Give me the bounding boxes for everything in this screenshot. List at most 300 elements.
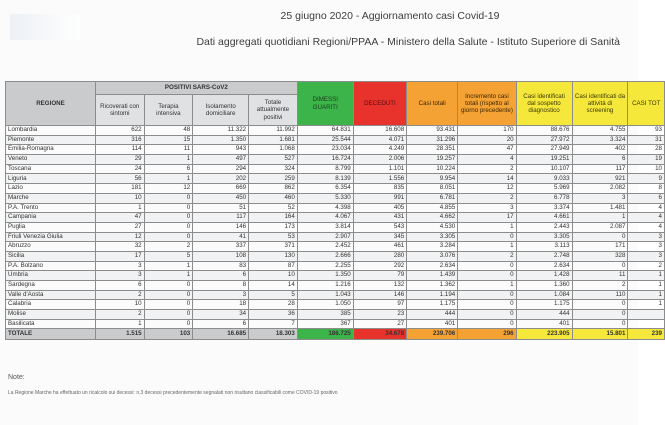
value-cell: 52 <box>249 203 298 213</box>
value-cell: 943 <box>193 145 249 155</box>
value-cell: 0 <box>572 232 628 242</box>
value-cell: 401 <box>407 319 458 329</box>
value-cell: 2.255 <box>297 261 353 271</box>
value-cell: 3.113 <box>516 242 572 252</box>
value-cell: 4 <box>628 222 665 232</box>
total-value-cell: 34.678 <box>353 329 406 340</box>
value-cell: 0 <box>572 319 628 329</box>
value-cell: 36 <box>249 310 298 320</box>
value-cell: 3.076 <box>407 251 458 261</box>
value-cell: 2 <box>458 193 516 203</box>
value-cell: 164 <box>249 213 298 223</box>
value-cell: 4.530 <box>407 222 458 232</box>
value-cell: 1.043 <box>297 290 353 300</box>
value-cell: 12 <box>144 184 193 194</box>
note-text: La Regione Marche ha effettuato un ricalcolo sui decessi: n.3 decessi precedentemente segnalati non risultano classificabili come COVID-19 positivo <box>8 390 338 396</box>
value-cell: 497 <box>193 155 249 165</box>
value-cell: 1 <box>95 203 144 213</box>
total-label-cell: TOTALE <box>6 329 96 340</box>
value-cell: 1 <box>458 281 516 291</box>
total-value-cell: 103 <box>144 329 193 340</box>
value-cell: 20 <box>458 135 516 145</box>
value-cell: 117 <box>193 213 249 223</box>
terapia-column-header: Terapia intensiva <box>144 95 193 126</box>
value-cell: 0 <box>458 300 516 310</box>
value-cell: 4 <box>628 203 665 213</box>
value-cell: 6 <box>572 155 628 165</box>
value-cell: 170 <box>458 126 516 136</box>
value-cell: 93.431 <box>407 126 458 136</box>
value-cell: 450 <box>193 193 249 203</box>
value-cell: 28.351 <box>407 145 458 155</box>
value-cell: 324 <box>249 164 298 174</box>
value-cell: 64.831 <box>297 126 353 136</box>
sospetto-diagnostico-column-header: Casi identificati dal sospetto diagnostico <box>516 82 572 126</box>
value-cell: 460 <box>249 193 298 203</box>
region-cell: P.A. Trento <box>6 203 96 213</box>
table-row <box>6 193 665 203</box>
value-cell: 11 <box>144 145 193 155</box>
value-cell: 259 <box>249 174 298 184</box>
totale-positivi-column-header: Totale attualmente positivi <box>249 95 298 126</box>
value-cell: 19.251 <box>516 155 572 165</box>
value-cell: 1.360 <box>516 281 572 291</box>
value-cell: 88.676 <box>516 126 572 136</box>
value-cell: 2.087 <box>572 222 628 232</box>
value-cell: 11.322 <box>193 126 249 136</box>
value-cell: 41 <box>193 232 249 242</box>
total-value-cell: 239 <box>628 329 665 340</box>
value-cell: 10 <box>95 193 144 203</box>
total-row <box>6 329 665 340</box>
value-cell: 31 <box>628 135 665 145</box>
value-cell: 93 <box>628 126 665 136</box>
value-cell <box>628 319 665 329</box>
value-cell: 6.354 <box>297 184 353 194</box>
value-cell: 1.350 <box>193 135 249 145</box>
value-cell: 431 <box>353 213 406 223</box>
value-cell: 97 <box>353 300 406 310</box>
value-cell: 12 <box>458 184 516 194</box>
value-cell: 19.257 <box>407 155 458 165</box>
value-cell: 2.634 <box>516 261 572 271</box>
value-cell: 0 <box>144 193 193 203</box>
value-cell: 385 <box>297 310 353 320</box>
value-cell: 2 <box>95 310 144 320</box>
value-cell: 1 <box>144 155 193 165</box>
value-cell: 669 <box>193 184 249 194</box>
table-row <box>6 300 665 310</box>
value-cell: 202 <box>193 174 249 184</box>
value-cell: 10.107 <box>516 164 572 174</box>
value-cell: 2.452 <box>297 242 353 252</box>
covid-data-table-wrapper <box>5 81 662 353</box>
value-cell: 1 <box>144 261 193 271</box>
value-cell: 18 <box>193 300 249 310</box>
value-cell: 87 <box>249 261 298 271</box>
region-cell: Puglia <box>6 222 96 232</box>
total-value-cell: 296 <box>458 329 516 340</box>
value-cell: 0 <box>144 222 193 232</box>
value-cell: 622 <box>95 126 144 136</box>
screening-column-header: Casi identificati da attività di screening <box>572 82 628 126</box>
value-cell: 47 <box>95 213 144 223</box>
value-cell: 1.050 <box>297 300 353 310</box>
value-cell: 1 <box>95 319 144 329</box>
value-cell: 146 <box>193 222 249 232</box>
table-row <box>6 184 665 194</box>
value-cell: 14 <box>458 174 516 184</box>
region-cell: Campania <box>6 213 96 223</box>
region-cell: Emilia-Romagna <box>6 145 96 155</box>
value-cell <box>628 310 665 320</box>
page-title: 25 giugno 2020 - Aggiornamento casi Covid-19 <box>280 10 500 22</box>
value-cell: 181 <box>95 184 144 194</box>
table-row <box>6 281 665 291</box>
value-cell: 1.175 <box>516 300 572 310</box>
value-cell: 2.082 <box>572 184 628 194</box>
value-cell: 4.071 <box>353 135 406 145</box>
value-cell: 17 <box>95 251 144 261</box>
value-cell: 1 <box>458 242 516 252</box>
value-cell: 4.855 <box>407 203 458 213</box>
value-cell: 5.330 <box>297 193 353 203</box>
value-cell: 1 <box>144 174 193 184</box>
value-cell: 6 <box>144 164 193 174</box>
value-cell: 921 <box>572 174 628 184</box>
value-cell: 51 <box>193 203 249 213</box>
region-cell: Valle d'Aosta <box>6 290 96 300</box>
value-cell: 1.681 <box>249 135 298 145</box>
value-cell: 3.814 <box>297 222 353 232</box>
region-cell: Toscana <box>6 164 96 174</box>
value-cell: 3.305 <box>407 232 458 242</box>
value-cell: 280 <box>353 251 406 261</box>
value-cell: 48 <box>144 126 193 136</box>
value-cell: 991 <box>353 193 406 203</box>
value-cell: 6.778 <box>516 193 572 203</box>
value-cell: 173 <box>249 222 298 232</box>
value-cell: 1 <box>628 290 665 300</box>
value-cell: 3 <box>628 242 665 252</box>
value-cell: 1.556 <box>353 174 406 184</box>
region-cell: Veneto <box>6 155 96 165</box>
value-cell: 543 <box>353 222 406 232</box>
value-cell: 2.443 <box>516 222 572 232</box>
value-cell: 3.305 <box>516 232 572 242</box>
value-cell: 24 <box>95 164 144 174</box>
value-cell: 1 <box>628 281 665 291</box>
deceduti-column-header: DECEDUTI <box>353 82 406 126</box>
isolamento-column-header: Isolamento domiciliare <box>193 95 249 126</box>
value-cell: 444 <box>407 310 458 320</box>
value-cell: 835 <box>353 184 406 194</box>
table-row <box>6 242 665 252</box>
covid-data-table <box>5 81 665 340</box>
table-row <box>6 261 665 271</box>
value-cell: 1 <box>628 300 665 310</box>
value-cell: 3.324 <box>572 135 628 145</box>
value-cell: 0 <box>144 232 193 242</box>
total-value-cell: 239.706 <box>407 329 458 340</box>
value-cell: 4 <box>628 213 665 223</box>
value-cell: 4.398 <box>297 203 353 213</box>
value-cell: 8.051 <box>407 184 458 194</box>
value-cell: 294 <box>193 164 249 174</box>
value-cell: 7 <box>249 319 298 329</box>
dimessi-column-header: DIMESSI GUARITI <box>297 82 353 126</box>
value-cell: 0 <box>144 290 193 300</box>
region-cell: Basilicata <box>6 319 96 329</box>
value-cell: 1 <box>458 222 516 232</box>
region-cell: Sardegna <box>6 281 96 291</box>
value-cell: 0 <box>144 281 193 291</box>
value-cell: 114 <box>95 145 144 155</box>
value-cell: 0 <box>144 300 193 310</box>
value-cell: 2 <box>458 251 516 261</box>
value-cell: 146 <box>353 290 406 300</box>
value-cell: 17 <box>458 213 516 223</box>
table-row <box>6 222 665 232</box>
value-cell: 5.969 <box>516 184 572 194</box>
value-cell: 1.084 <box>516 290 572 300</box>
note-label: Note: <box>8 374 25 381</box>
value-cell: 3 <box>193 290 249 300</box>
table-row <box>6 271 665 281</box>
value-cell: 25.544 <box>297 135 353 145</box>
value-cell: 345 <box>353 232 406 242</box>
region-cell: Umbria <box>6 271 96 281</box>
value-cell: 401 <box>516 319 572 329</box>
value-cell: 8.139 <box>297 174 353 184</box>
table-row <box>6 164 665 174</box>
casi-totali-column-header: Casi totali <box>407 82 458 126</box>
value-cell: 6 <box>193 319 249 329</box>
ricoverati-column-header: Ricoverati con sintomi <box>95 95 144 126</box>
value-cell: 6 <box>193 271 249 281</box>
total-value-cell: 15.801 <box>572 329 628 340</box>
value-cell: 2 <box>144 242 193 252</box>
value-cell: 132 <box>353 281 406 291</box>
region-cell: Piemonte <box>6 135 96 145</box>
value-cell: 110 <box>572 290 628 300</box>
value-cell: 3 <box>628 251 665 261</box>
value-cell: 2.634 <box>407 261 458 271</box>
value-cell: 316 <box>95 135 144 145</box>
value-cell: 27 <box>353 319 406 329</box>
table-row <box>6 203 665 213</box>
page-subtitle: Dati aggregati quotidiani Regioni/PPAA - Ministero della Salute - Istituto Superiore di Sanità <box>196 36 620 48</box>
region-cell: Sicilia <box>6 251 96 261</box>
value-cell: 171 <box>572 242 628 252</box>
value-cell: 79 <box>353 271 406 281</box>
value-cell: 1 <box>628 271 665 281</box>
region-cell: P.A. Bolzano <box>6 261 96 271</box>
region-cell: Liguria <box>6 174 96 184</box>
value-cell: 9 <box>628 174 665 184</box>
value-cell: 9.954 <box>407 174 458 184</box>
ministry-logo <box>0 0 118 56</box>
value-cell: 0 <box>458 232 516 242</box>
positivi-group-header: POSITIVI SARS-CoV2 <box>95 82 297 95</box>
value-cell: 1 <box>572 213 628 223</box>
value-cell: 402 <box>572 145 628 155</box>
value-cell: 1 <box>144 271 193 281</box>
value-cell: 2.006 <box>353 155 406 165</box>
total-value-cell: 186.725 <box>297 329 353 340</box>
value-cell: 328 <box>572 251 628 261</box>
value-cell: 1.481 <box>572 203 628 213</box>
value-cell: 367 <box>297 319 353 329</box>
value-cell: 461 <box>353 242 406 252</box>
value-cell: 0 <box>458 290 516 300</box>
value-cell: 1.350 <box>297 271 353 281</box>
value-cell: 0 <box>572 310 628 320</box>
value-cell: 2 <box>628 261 665 271</box>
value-cell: 0 <box>144 203 193 213</box>
table-row <box>6 145 665 155</box>
value-cell: 1.175 <box>407 300 458 310</box>
value-cell: 34 <box>193 310 249 320</box>
value-cell: 0 <box>144 310 193 320</box>
value-cell: 3 <box>95 261 144 271</box>
value-cell: 16.608 <box>353 126 406 136</box>
value-cell: 47 <box>458 145 516 155</box>
value-cell: 10 <box>249 271 298 281</box>
table-row <box>6 251 665 261</box>
value-cell: 1.194 <box>407 290 458 300</box>
value-cell: 337 <box>193 242 249 252</box>
table-row <box>6 319 665 329</box>
value-cell: 0 <box>572 261 628 271</box>
value-cell: 31.296 <box>407 135 458 145</box>
value-cell: 27.972 <box>516 135 572 145</box>
value-cell: 10 <box>95 300 144 310</box>
value-cell: 53 <box>249 232 298 242</box>
value-cell: 0 <box>458 261 516 271</box>
value-cell: 2 <box>572 281 628 291</box>
value-cell: 1.068 <box>249 145 298 155</box>
value-cell: 3 <box>458 203 516 213</box>
value-cell: 56 <box>95 174 144 184</box>
value-cell: 371 <box>249 242 298 252</box>
value-cell: 5 <box>144 251 193 261</box>
value-cell: 6 <box>95 281 144 291</box>
total-value-cell: 16.685 <box>193 329 249 340</box>
value-cell: 27 <box>95 222 144 232</box>
table-row <box>6 174 665 184</box>
value-cell: 4.662 <box>407 213 458 223</box>
value-cell: 27.949 <box>516 145 572 155</box>
value-cell: 4.661 <box>516 213 572 223</box>
region-cell: Calabria <box>6 300 96 310</box>
table-row <box>6 135 665 145</box>
total-value-cell: 223.905 <box>516 329 572 340</box>
value-cell: 15 <box>144 135 193 145</box>
value-cell: 2.666 <box>297 251 353 261</box>
value-cell: 23 <box>353 310 406 320</box>
value-cell: 16.724 <box>297 155 353 165</box>
value-cell: 9.033 <box>516 174 572 184</box>
value-cell: 3.284 <box>407 242 458 252</box>
value-cell: 0 <box>458 271 516 281</box>
value-cell: 0 <box>572 300 628 310</box>
value-cell: 0 <box>458 319 516 329</box>
region-cell: Lazio <box>6 184 96 194</box>
value-cell: 4 <box>458 155 516 165</box>
region-cell: Lombardia <box>6 126 96 136</box>
value-cell: 11 <box>572 271 628 281</box>
incremento-column-header: Incremento casi totali (rispetto al giorno precedente) <box>458 82 516 126</box>
table-row <box>6 310 665 320</box>
total-value-cell: 18.303 <box>249 329 298 340</box>
table-row <box>6 126 665 136</box>
value-cell: 108 <box>193 251 249 261</box>
value-cell: 19 <box>628 155 665 165</box>
value-cell: 1.428 <box>516 271 572 281</box>
value-cell: 2 <box>95 290 144 300</box>
casi-tot-column-header: CASI TOT <box>628 82 665 126</box>
value-cell: 1.362 <box>407 281 458 291</box>
value-cell: 8 <box>628 184 665 194</box>
region-column-header: REGIONE <box>6 82 96 126</box>
value-cell: 2.748 <box>516 251 572 261</box>
value-cell: 1.101 <box>353 164 406 174</box>
table-body <box>6 126 665 340</box>
value-cell: 5 <box>249 290 298 300</box>
value-cell: 0 <box>458 310 516 320</box>
value-cell: 405 <box>353 203 406 213</box>
value-cell: 3 <box>95 271 144 281</box>
value-cell: 10.224 <box>407 164 458 174</box>
value-cell: 10 <box>628 164 665 174</box>
region-cell: Abruzzo <box>6 242 96 252</box>
value-cell: 32 <box>95 242 144 252</box>
value-cell: 6.781 <box>407 193 458 203</box>
value-cell: 28 <box>628 145 665 155</box>
table-row <box>6 290 665 300</box>
value-cell: 2 <box>458 164 516 174</box>
value-cell: 1.439 <box>407 271 458 281</box>
value-cell: 1.216 <box>297 281 353 291</box>
value-cell: 4.067 <box>297 213 353 223</box>
value-cell: 0 <box>144 213 193 223</box>
value-cell: 527 <box>249 155 298 165</box>
value-cell: 4.249 <box>353 145 406 155</box>
value-cell: 4.755 <box>572 126 628 136</box>
value-cell: 444 <box>516 310 572 320</box>
value-cell: 3.374 <box>516 203 572 213</box>
value-cell: 130 <box>249 251 298 261</box>
region-cell: Molise <box>6 310 96 320</box>
value-cell: 3 <box>572 193 628 203</box>
region-cell: Marche <box>6 193 96 203</box>
value-cell: 6 <box>628 193 665 203</box>
value-cell: 83 <box>193 261 249 271</box>
value-cell: 14 <box>249 281 298 291</box>
value-cell: 8 <box>193 281 249 291</box>
value-cell: 8.799 <box>297 164 353 174</box>
value-cell: 3 <box>628 232 665 242</box>
region-cell: Friuli Venezia Giulia <box>6 232 96 242</box>
table-row <box>6 155 665 165</box>
value-cell: 23.034 <box>297 145 353 155</box>
table-row <box>6 213 665 223</box>
value-cell: 0 <box>144 319 193 329</box>
value-cell: 292 <box>353 261 406 271</box>
total-value-cell: 1.515 <box>95 329 144 340</box>
value-cell: 29 <box>95 155 144 165</box>
